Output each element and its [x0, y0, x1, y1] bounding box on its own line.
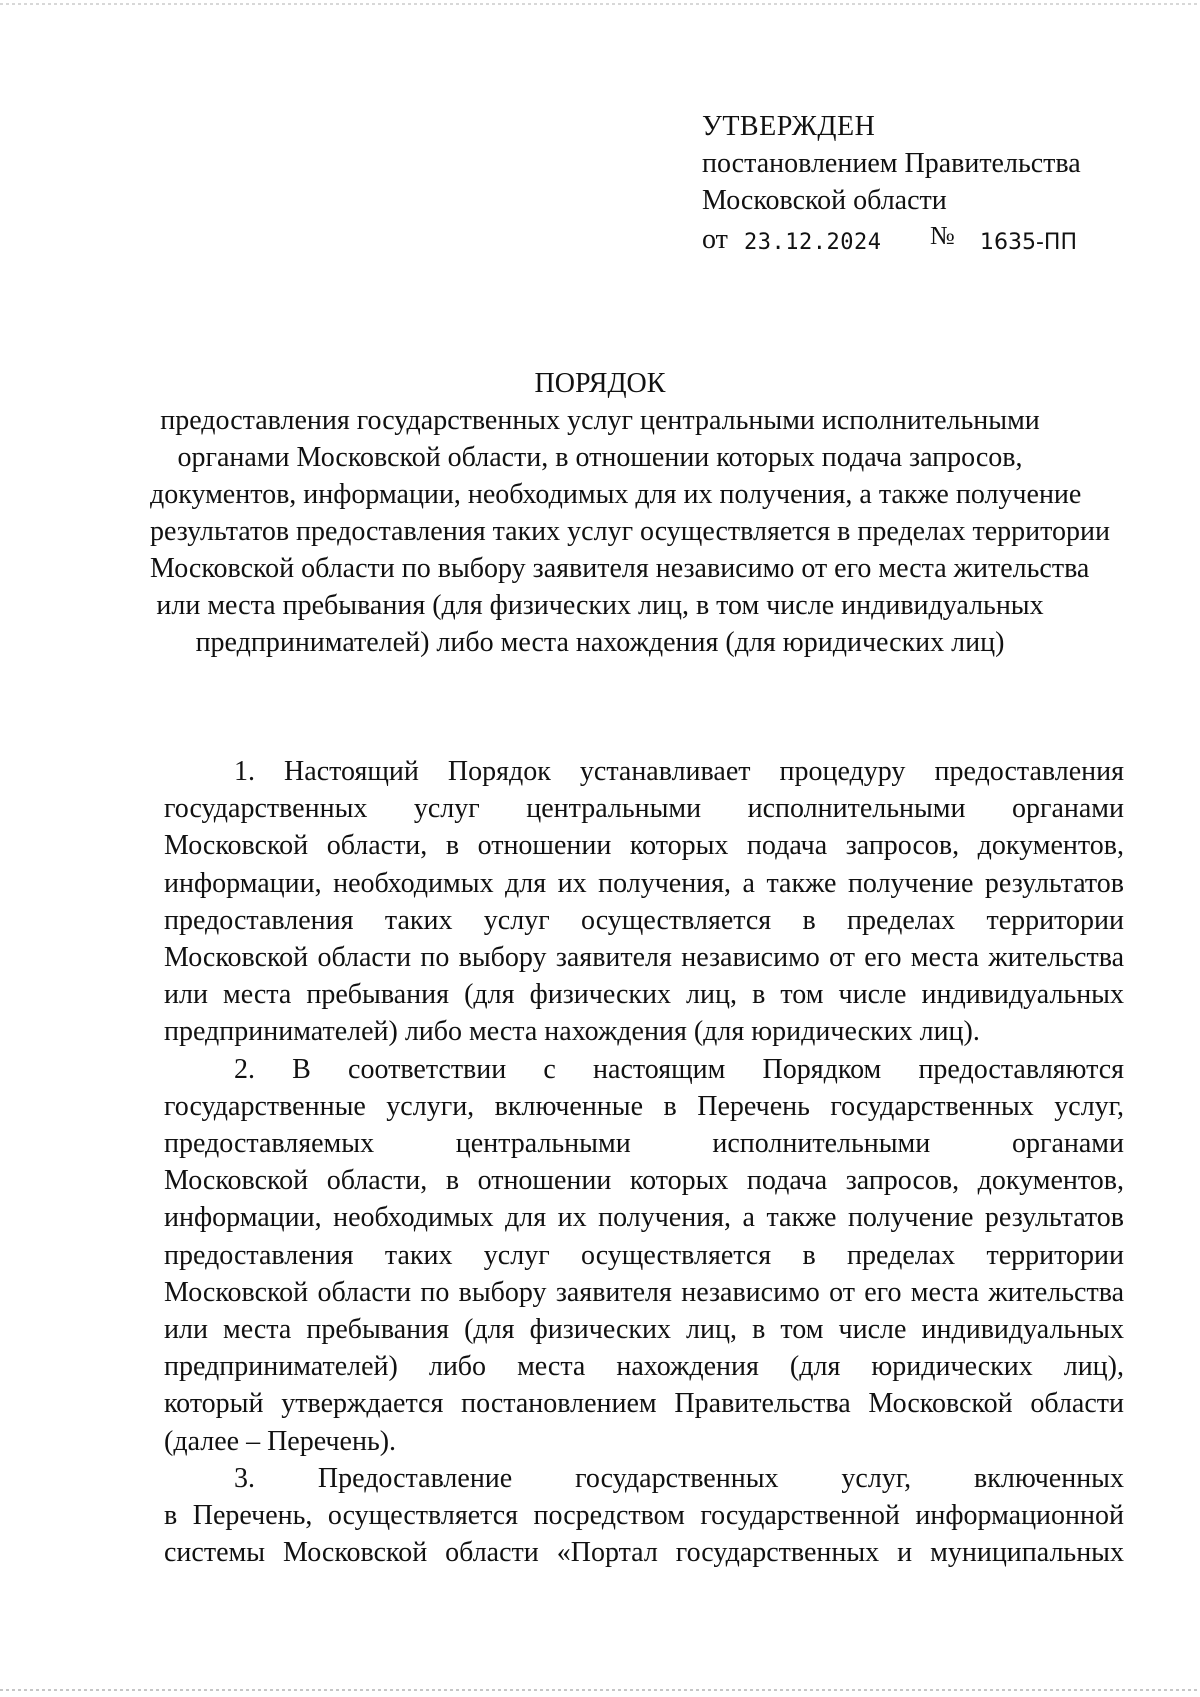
subtitle-line: предпринимателей) либо места нахождения (для юридических лиц) — [195, 627, 1005, 658]
subtitle-line: предоставления государственных услуг центральными исполнительными — [160, 405, 1040, 436]
paragraph-line: информации, необходимых для их получения, а также получение результатов — [164, 867, 1124, 899]
paragraph-line: который утверждается постановлением Правительства Московской области — [164, 1388, 1124, 1420]
paragraph-line: (далее – Перечень). — [164, 1425, 397, 1457]
paragraph-line: предоставляемых центральными исполнительными органами — [164, 1128, 1124, 1160]
paragraph-line: информации, необходимых для их получения, а также получение результатов — [164, 1202, 1124, 1234]
document-title: ПОРЯДОК — [534, 368, 666, 399]
approval-number-sign: № — [930, 221, 955, 250]
paragraph-line: 1. Настоящий Порядок устанавливает процедуру предоставления — [234, 756, 1124, 787]
paragraph-line: или места пребывания (для физических лиц, в том числе индивидуальных — [164, 1314, 1124, 1346]
approval-from-label: от — [702, 224, 728, 255]
subtitle-line: документов, информации, необходимых для их получения, а также получение — [150, 479, 1082, 510]
paragraph-line: в Перечень, осуществляется посредством государственной информационной — [164, 1500, 1124, 1532]
paragraph-line: Московской области по выбору заявителя независимо от его места жительства — [164, 1276, 1124, 1308]
approval-block — [702, 108, 1162, 261]
approval-line-1: постановлением Правительства — [702, 148, 1081, 179]
subtitle-line: Московской области по выбору заявителя независимо от его места жительства — [150, 553, 1090, 584]
paragraph-line: или места пребывания (для физических лиц, в том числе индивидуальных — [164, 979, 1124, 1011]
paragraph-3 — [164, 1460, 1124, 1572]
subtitle-line: результатов предоставления таких услуг осуществляется в пределах территории — [150, 516, 1110, 547]
paragraph-line: 2. В соответствии с настоящим Порядком предоставляются — [234, 1053, 1124, 1085]
document-body — [164, 753, 1124, 1571]
approval-title: УТВЕРЖДЕН — [702, 111, 876, 142]
subtitle-line: или места пребывания (для физических лиц, в том числе индивидуальных — [156, 590, 1044, 621]
approval-date-line — [702, 221, 1162, 261]
paragraph-line: предпринимателей) либо места нахождения (для юридических лиц). — [164, 1016, 980, 1048]
approval-line-2: Московской области — [702, 185, 947, 216]
paragraph-1 — [164, 753, 1124, 1051]
paragraph-line: государственные услуги, включенные в Перечень государственных услуг, — [164, 1090, 1124, 1122]
paragraph-line: 3. Предоставление государственных услуг, включенных — [234, 1462, 1124, 1494]
scan-edge-bottom — [0, 1689, 1200, 1691]
paragraph-2 — [164, 1051, 1124, 1460]
paragraph-line: предпринимателей) либо места нахождения (для юридических лиц), — [164, 1351, 1124, 1383]
paragraph-line: Московской области по выбору заявителя независимо от его места жительства — [164, 942, 1124, 974]
approval-number: 1635-ПП — [980, 230, 1078, 255]
paragraph-line: системы Московской области «Портал государственных и муниципальных — [164, 1537, 1124, 1569]
paragraph-line: предоставления таких услуг осуществляется в пределах территории — [164, 1239, 1124, 1271]
document-heading — [150, 365, 1110, 661]
paragraph-line: государственных услуг центральными исполнительными органами — [164, 793, 1124, 825]
scan-edge-top — [0, 3, 1200, 5]
paragraph-line: Московской области, в отношении которых подача запросов, документов, — [164, 1165, 1124, 1197]
subtitle-line: органами Московской области, в отношении которых подача запросов, — [177, 442, 1023, 473]
paragraph-line: предоставления таких услуг осуществляется в пределах территории — [164, 904, 1124, 936]
approval-date: 23.12.2024 — [744, 230, 882, 255]
paragraph-line: Московской области, в отношении которых подача запросов, документов, — [164, 830, 1124, 862]
